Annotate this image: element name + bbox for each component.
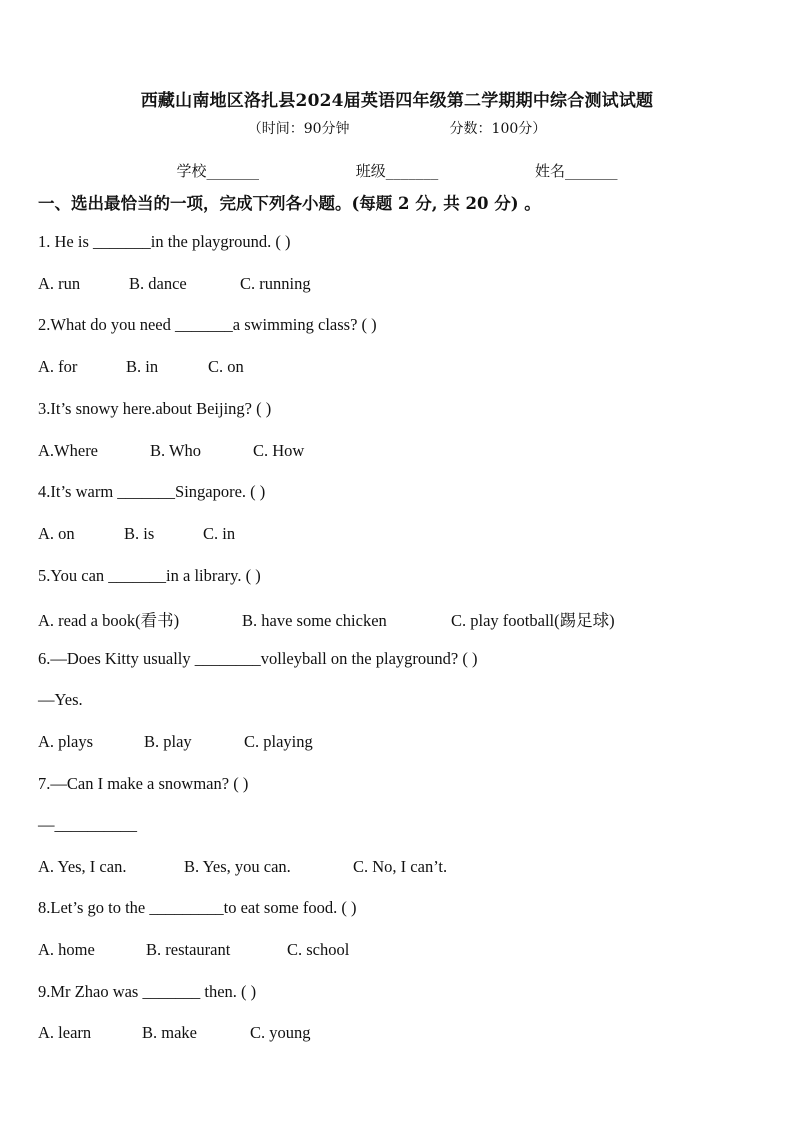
student-info: [0, 160, 794, 181]
option-a: A. Yes, I can.: [38, 857, 127, 876]
question-options: [38, 857, 447, 877]
question-options: [38, 1023, 311, 1043]
answer-line: —Yes.: [38, 690, 83, 709]
option-b: B. make: [142, 1023, 197, 1042]
question-options: [38, 607, 615, 631]
option-a: A. home: [38, 940, 95, 959]
question-stem: 5.You can _______in a library. ( ): [38, 566, 261, 585]
question-options: [38, 524, 235, 544]
question-stem: 4.It’s warm _______Singapore. ( ): [38, 482, 266, 501]
exam-title: 西藏山南地区洛扎县2024届英语四年级第二学期期中综合测试试题: [140, 91, 654, 111]
option-b: B. play: [144, 732, 192, 751]
question-options: [38, 274, 311, 294]
question-options: [38, 732, 313, 752]
option-b: B. Yes, you can.: [184, 857, 291, 876]
option-b: B. is: [124, 524, 155, 543]
option-c: C. running: [240, 274, 311, 293]
answer-line: —__________: [38, 815, 137, 834]
question-stem: 3.It’s snowy here.about Beijing? ( ): [38, 399, 272, 418]
option-b: B. restaurant: [146, 940, 231, 959]
option-b: B. have some chicken: [242, 611, 387, 630]
option-b: B. Who: [150, 441, 202, 460]
option-a: A. read a book(看书): [38, 611, 180, 630]
option-c: C. No, I can’t.: [353, 857, 448, 876]
question-stem: 6.—Does Kitty usually ________volleyball on the playground? ( ): [38, 649, 478, 668]
option-c: C. school: [287, 940, 350, 959]
class-field: 班级_______: [355, 162, 439, 180]
option-a: A.Where: [38, 441, 99, 460]
question-stem: 7.—Can I make a snowman? ( ): [38, 774, 249, 793]
question-options: [38, 357, 244, 377]
option-a: A. for: [38, 357, 78, 376]
option-a: A. on: [38, 524, 75, 543]
question-stem: 9.Mr Zhao was _______ then. ( ): [38, 982, 257, 1001]
option-b: B. in: [126, 357, 159, 376]
question-stem: 1. He is _______in the playground. ( ): [38, 232, 291, 251]
option-c: C. in: [203, 524, 236, 543]
exam-score: 分数：100分）: [449, 121, 547, 137]
question-options: [38, 940, 349, 960]
section-heading: 一、选出最恰当的一项，完成下列各小题。(每题 2 分, 共 20 分) 。: [38, 194, 541, 213]
exam-time: （时间：90分钟: [247, 121, 350, 137]
name-field: 姓名_______: [535, 162, 618, 180]
option-a: A. run: [38, 274, 81, 293]
option-c: C. playing: [244, 732, 313, 751]
option-c: C. play football(踢足球): [451, 611, 615, 630]
option-a: A. learn: [38, 1023, 92, 1042]
question-options: [38, 441, 304, 461]
option-c: C. How: [253, 441, 305, 460]
school-field: 学校_______: [176, 162, 259, 180]
exam-subtitle: [0, 118, 794, 138]
question-stem: 8.Let’s go to the _________to eat some food. ( ): [38, 898, 357, 917]
question-stem: 2.What do you need _______a swimming class? ( ): [38, 315, 377, 334]
option-c: C. young: [250, 1023, 311, 1042]
option-a: A. plays: [38, 732, 93, 751]
option-c: C. on: [208, 357, 244, 376]
option-b: B. dance: [129, 274, 187, 293]
